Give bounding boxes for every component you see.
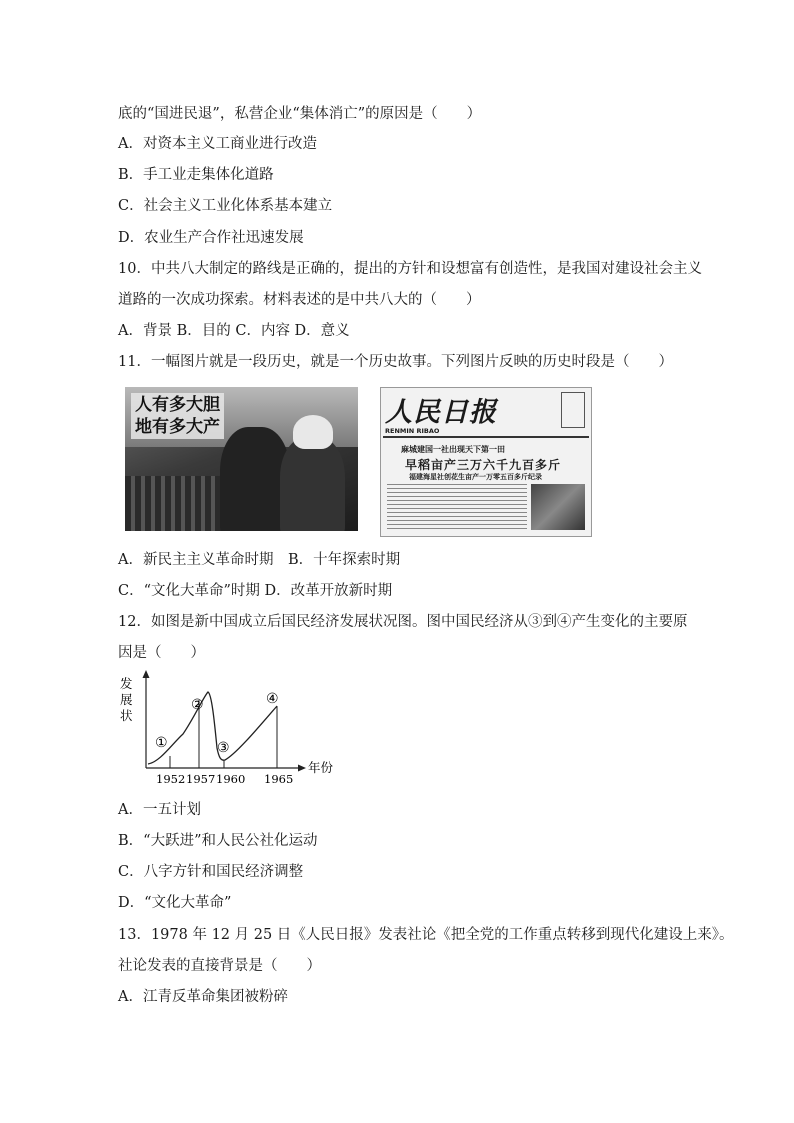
y-axis-label-char: 展 [120,692,133,707]
propaganda-poster-image [125,387,358,531]
q9-stem-end: 底的“国进民退”，私营企业“集体消亡”的原因是（ ） [118,106,482,122]
q9-option-b: B．手工业走集体化道路 [118,167,274,183]
y-axis-label-char: 发 [120,676,133,691]
point-label-4: ④ [266,691,279,707]
q12-option-b: B．“大跃进”和人民公社化运动 [118,833,318,849]
x-tick-label: 1965 [264,772,294,786]
y-axis-label-char: 状 [120,708,133,723]
q12-option-d: D．“文化大革命” [118,895,232,911]
newspaper-headline-main: 早稻亩产三万六千九百多斤 [405,458,562,472]
q10-options: A．背景 B．目的 C．内容 D．意义 [118,323,350,339]
newspaper-photo [531,484,585,530]
development-curve [148,692,277,764]
q13-option-a: A．江青反革命集团被粉碎 [118,989,288,1005]
y-axis-arrow [143,670,150,678]
newspaper-masthead: 人民日报 [385,397,497,428]
q11-options-cd: C．“文化大革命”时期 D．改革开放新时期 [118,583,393,599]
x-axis-label: 年份 [308,760,334,775]
q13-stem-line2: 社论发表的直接背景是（ ） [118,958,321,974]
point-label-1: ① [155,735,168,751]
q10-stem-line2: 道路的一次成功探索。材料表述的是中共八大的（ ） [118,292,481,308]
q12-option-a: A．一五计划 [118,802,201,818]
q12-stem-line1: 12．如图是新中国成立后国民经济发展状况图。图中国民经济从③到④产生变化的主要原 [118,614,688,630]
q13-stem-line1: 13．1978 年 12 月 25 日《人民日报》发表社论《把全党的工作重点转移到现代化建设上来》。 [118,927,734,943]
point-label-2: ② [191,697,204,713]
q12-option-c: C．八字方针和国民经济调整 [118,864,304,880]
q9-option-a: A．对资本主义工商业进行改造 [118,136,317,152]
newspaper-pinyin: RENMIN RIBAO [385,427,440,435]
q9-option-d: D．农业生产合作社迅速发展 [118,230,304,246]
x-tick-label: 1960 [216,772,246,786]
q11-stem: 11．一幅图片就是一段历史，就是一个历史故事。下列图片反映的历史时段是（ ） [118,354,673,370]
point-label-3: ③ [217,740,230,756]
q11-options-ab: A．新民主主义革命时期 B．十年探索时期 [118,552,401,568]
q12-stem-line2: 因是（ ） [118,645,205,661]
x-axis-arrow [298,765,306,772]
poster-slogan: 人有多大胆 地有多大产 [131,393,224,439]
economy-chart [118,668,338,790]
q10-stem-line1: 10．中共八大制定的路线是正确的，提出的方针和设想富有创造性，是我国对建设社会主义 [118,261,702,277]
q9-option-c: C．社会主义工业化体系基本建立 [118,198,333,214]
newspaper-image [380,387,592,537]
newspaper-headline-top: 麻城建国一社出现天下第一田 [401,445,505,454]
x-tick-label: 1952 [156,772,186,786]
newspaper-headline-sub: 福建海星社创花生亩产一万零五百多斤纪录 [409,473,542,481]
x-tick-label: 1957 [186,772,216,786]
